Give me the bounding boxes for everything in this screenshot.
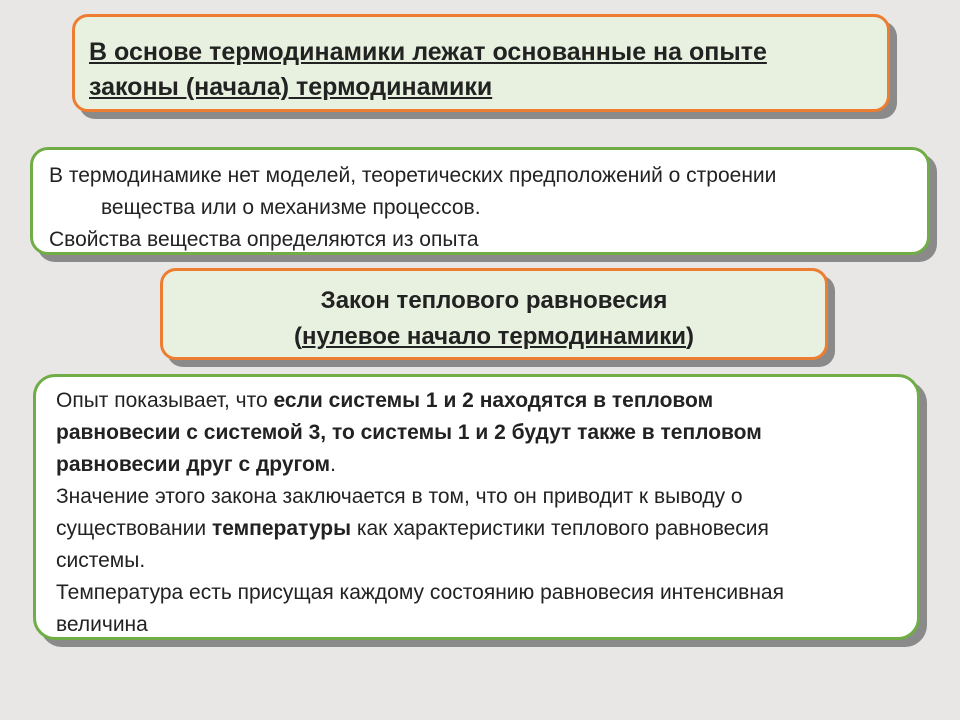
- models-line-3: Свойства вещества определяются из опыта: [49, 228, 479, 251]
- law-statement-line-1: [56, 385, 895, 417]
- title-line-1: В основе термодинамики лежат основанные на опыте: [89, 38, 767, 66]
- law-heading-line-1: Закон теплового равновесия: [320, 287, 668, 314]
- temperature-line-1: Температура есть присущая каждому состоянию равновесия интенсивная: [56, 581, 784, 604]
- law-statement-line-2: [56, 417, 895, 449]
- law-heading-subtitle: нулевое начало термодинамики: [301, 323, 687, 350]
- law-meaning-line-1: Значение этого закона заключается в том, что он приводит к выводу о: [56, 485, 743, 508]
- law-statement-bold-b: равновесии с системой 3, то системы 1 и 2 будут также в тепловом: [56, 421, 762, 444]
- models-box: [30, 147, 930, 255]
- models-line-1: В термодинамике нет моделей, теоретических предположений о строении: [49, 164, 777, 187]
- law-statement-end: .: [330, 453, 336, 476]
- models-line-2: вещества или о механизме процессов.: [101, 196, 481, 219]
- title-box: [72, 14, 890, 112]
- law-meaning-line-2: [56, 513, 895, 545]
- law-description-box: [33, 374, 920, 640]
- law-meaning-temperature: температуры: [211, 517, 352, 540]
- temperature-line-2: величина: [56, 613, 148, 636]
- title-line-2: законы (начала) термодинамики: [89, 73, 493, 101]
- law-heading-line-2: [163, 319, 825, 355]
- law-meaning-line-3: системы.: [56, 549, 146, 572]
- law-statement-line-3: [56, 449, 895, 481]
- law-statement-bold-a: если системы 1 и 2 находятся в тепловом: [273, 389, 714, 412]
- law-statement-bold-c: равновесии друг с другом: [56, 453, 331, 476]
- law-heading-close-paren: ): [686, 323, 695, 350]
- law-statement-intro: Опыт показывает, что: [56, 389, 274, 412]
- law-meaning-text-b: существовании: [56, 517, 212, 540]
- law-heading-box: [160, 268, 828, 360]
- law-heading-open-paren: (: [293, 323, 302, 350]
- law-meaning-text-c: как характеристики теплового равновесия: [351, 517, 769, 540]
